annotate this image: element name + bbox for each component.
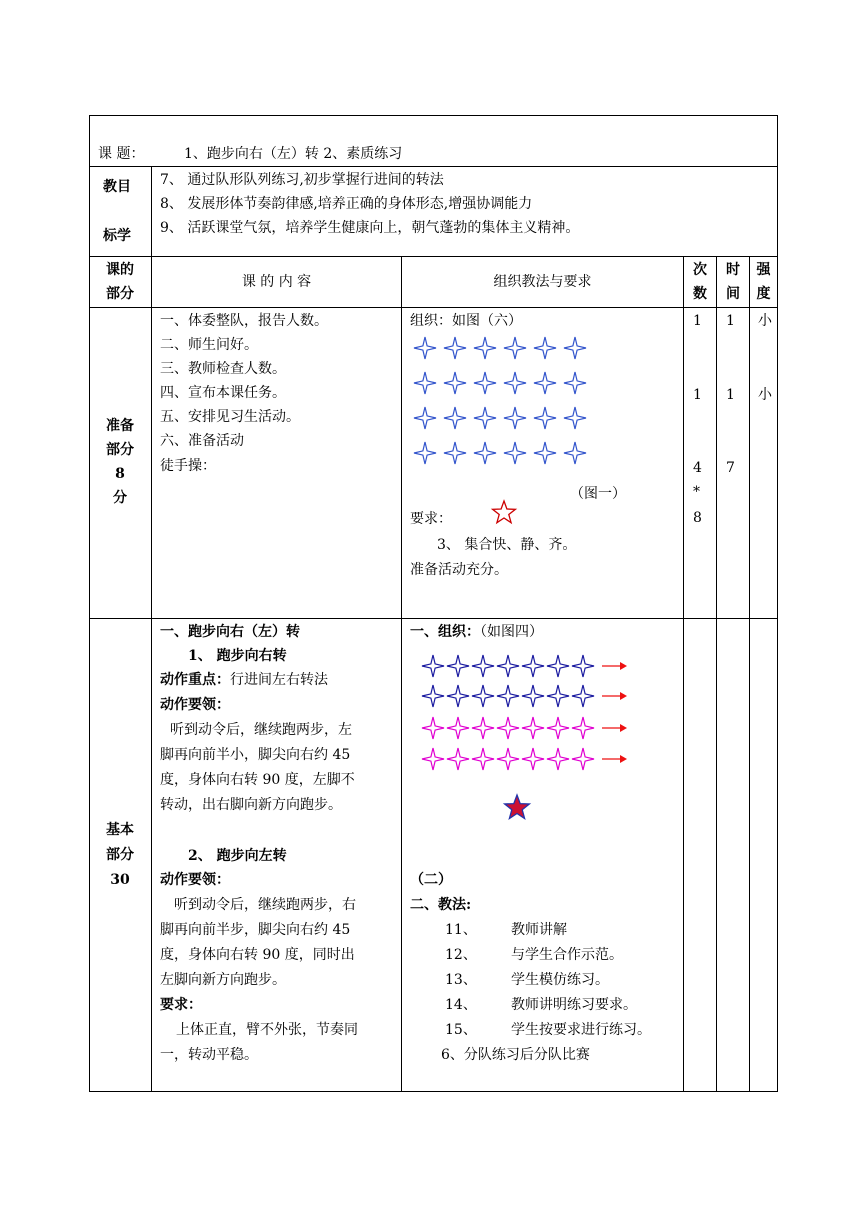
- student-star-icon: [474, 407, 496, 429]
- basic-part-label: 30: [110, 872, 130, 888]
- prep-content-line: 一、体委整队，报告人数。: [160, 313, 328, 329]
- teach-title: 二、教法:: [410, 897, 472, 913]
- student-star-icon: [422, 655, 444, 677]
- basic-part-label: 基本: [106, 822, 134, 838]
- prep-requirement: 准备活动充分。: [410, 562, 508, 578]
- teach-item-text: 教师讲明练习要求。: [511, 997, 637, 1013]
- essentials2-line: 脚再向前半步，脚尖向右约 45: [160, 922, 351, 938]
- student-star-icon: [444, 372, 466, 394]
- student-star-icon: [447, 748, 469, 770]
- student-star-icon: [504, 372, 526, 394]
- teach-item-text: 学生模仿练习。: [511, 972, 609, 988]
- prep-content-line: 六、准备活动: [160, 433, 244, 449]
- student-star-icon: [572, 685, 594, 707]
- student-star-icon: [472, 717, 494, 739]
- prep-content-line: 四、宣布本课任务。: [160, 385, 286, 401]
- header-intensity-1: 强: [756, 262, 771, 278]
- student-star-icon: [572, 717, 594, 739]
- student-star-icon: [522, 655, 544, 677]
- student-star-icon: [547, 717, 569, 739]
- header-part-1: 课的: [106, 262, 134, 278]
- student-star-icon: [497, 748, 519, 770]
- basic-requirement-label: 要求：: [160, 997, 202, 1013]
- goals-label-top: 教目: [103, 179, 131, 195]
- essentials2-line: 听到动令后，继续跑两步，右: [174, 897, 356, 913]
- prep-intensity: 小: [758, 313, 772, 329]
- goal-line: 9、 活跃课堂气氛，培养学生健康向上，朝气蓬勃的集体主义精神。: [160, 220, 580, 236]
- student-star-icon: [564, 337, 586, 359]
- prep-times: 8: [693, 510, 702, 526]
- prep-requirement-label: 要求：: [410, 511, 452, 527]
- essentials2-line: 左脚向新方向跑步。: [160, 972, 286, 988]
- basic-part-label: 部分: [106, 847, 134, 863]
- student-star-icon: [572, 748, 594, 770]
- essentials1-line: 转动，出右脚向新方向跑步。: [160, 797, 342, 813]
- student-star-icon: [564, 442, 586, 464]
- student-star-icon: [534, 442, 556, 464]
- arrow-head-icon: [620, 724, 627, 732]
- student-star-icon: [497, 717, 519, 739]
- student-star-icon: [522, 685, 544, 707]
- essentials2-line: 度，身体向右转 90 度，同时出: [160, 947, 355, 963]
- student-star-icon: [472, 748, 494, 770]
- teach-item-num: 13、: [445, 972, 477, 988]
- student-star-icon: [447, 685, 469, 707]
- student-star-icon: [414, 372, 436, 394]
- prep-times: 1: [693, 313, 702, 329]
- org-note: （如图四）: [480, 624, 543, 640]
- arrow-head-icon: [620, 662, 627, 670]
- student-star-icon: [474, 442, 496, 464]
- basic-sub2: 2、 跑步向左转: [188, 848, 287, 864]
- prep-content-line: 五、安排见习生活动。: [160, 409, 300, 425]
- prep-content-line: 徒手操：: [160, 458, 216, 474]
- header-times-2: 数: [693, 286, 707, 302]
- title-label: 课 题：: [98, 146, 145, 162]
- student-star-icon: [447, 717, 469, 739]
- prep-method-title: 组织：如图（六）: [410, 313, 522, 329]
- student-star-icon: [522, 748, 544, 770]
- prep-times: *: [693, 484, 700, 500]
- student-star-icon: [572, 655, 594, 677]
- prep-times: 4: [693, 460, 702, 476]
- essentials-label-2: 动作要领：: [160, 872, 230, 888]
- student-star-icon: [564, 372, 586, 394]
- student-star-icon: [534, 407, 556, 429]
- header-intensity-2: 度: [756, 286, 771, 302]
- prep-figure-caption: （图一）: [570, 486, 626, 502]
- student-star-icon: [474, 337, 496, 359]
- student-star-icon: [497, 655, 519, 677]
- prep-times: 1: [693, 387, 702, 403]
- student-star-icon: [422, 717, 444, 739]
- student-star-icon: [444, 442, 466, 464]
- goal-line: 8、 发展形体节奏韵律感,培养正确的身体形态,增强协调能力: [160, 196, 533, 212]
- student-star-icon: [497, 685, 519, 707]
- student-star-icon: [422, 685, 444, 707]
- org-title: 一、组织：: [410, 624, 480, 640]
- header-part-2: 部分: [106, 286, 134, 302]
- teacher-star-icon: [493, 501, 516, 523]
- header-duration-1: 时: [726, 262, 740, 278]
- essentials-label: 动作要领：: [160, 697, 230, 713]
- student-star-icon: [414, 337, 436, 359]
- student-star-icon: [522, 717, 544, 739]
- student-star-icon: [547, 655, 569, 677]
- student-star-icon: [414, 442, 436, 464]
- basic-heading: 一、跑步向右（左）转: [160, 624, 300, 640]
- student-star-icon: [534, 337, 556, 359]
- student-star-icon: [547, 748, 569, 770]
- goal-line: 7、 通过队形队列练习,初步掌握行进间的转法: [160, 172, 444, 188]
- student-star-icon: [447, 655, 469, 677]
- prep-part-label: 部分: [106, 442, 134, 458]
- prep-part-label: 准备: [106, 418, 134, 434]
- teacher-star-icon: [505, 795, 530, 819]
- prep-duration: 1: [726, 387, 735, 403]
- prep-content-line: 二、师生问好。: [160, 337, 258, 353]
- header-times-1: 次: [693, 262, 707, 278]
- key-label: 动作重点：: [160, 672, 230, 688]
- prep-part-label: 8: [115, 466, 125, 482]
- essentials1-line: 听到动令后，继续跑两步，左: [170, 722, 352, 738]
- header-content: 课 的 内 容: [241, 274, 312, 290]
- student-star-icon: [547, 685, 569, 707]
- student-star-icon: [564, 407, 586, 429]
- prep-part-label: 分: [113, 490, 127, 506]
- prep-content-line: 三、教师检查人数。: [160, 361, 286, 377]
- student-star-icon: [504, 407, 526, 429]
- teach-item-text: 学生按要求进行练习。: [511, 1022, 651, 1038]
- student-star-icon: [444, 337, 466, 359]
- teach-final-item: 6、分队练习后分队比赛: [441, 1047, 590, 1063]
- student-star-icon: [472, 685, 494, 707]
- student-star-icon: [534, 372, 556, 394]
- essentials1-line: 脚再向前半小，脚尖向右约 45: [160, 747, 351, 763]
- student-star-icon: [504, 337, 526, 359]
- teach-item-num: 12、: [445, 947, 477, 963]
- header-method: 组织教法与要求: [493, 274, 592, 290]
- basic-requirement: 上体正直，臂不外张，节奏同: [176, 1022, 358, 1038]
- teach-item-text: 与学生合作示范。: [511, 947, 623, 963]
- teach-item-num: 11、: [445, 922, 477, 938]
- prep-intensity: 小: [758, 387, 772, 403]
- prep-duration: 1: [726, 313, 735, 329]
- student-star-icon: [444, 407, 466, 429]
- prep-requirement: 3、 集合快、静、齐。: [437, 537, 577, 553]
- basic-figure-caption: （二）: [410, 872, 452, 888]
- teach-item-num: 15、: [445, 1022, 477, 1038]
- key-value: 行进间左右转法: [230, 672, 328, 688]
- basic-sub1: 1、 跑步向右转: [188, 648, 287, 664]
- student-star-icon: [422, 748, 444, 770]
- header-duration-2: 间: [726, 286, 740, 302]
- basic-requirement: 一，转动平稳。: [160, 1047, 258, 1063]
- student-star-icon: [474, 372, 496, 394]
- student-star-icon: [414, 407, 436, 429]
- student-star-icon: [504, 442, 526, 464]
- student-star-icon: [472, 655, 494, 677]
- prep-duration: 7: [726, 460, 735, 476]
- essentials1-line: 度，身体向右转 90 度，左脚不: [160, 772, 355, 788]
- arrow-head-icon: [620, 755, 627, 763]
- teach-item-num: 14、: [445, 997, 477, 1013]
- goals-label-bottom: 标学: [103, 228, 131, 244]
- arrow-head-icon: [620, 692, 627, 700]
- title-value: 1、跑步向右（左）转 2、素质练习: [184, 146, 403, 162]
- teach-item-text: 教师讲解: [511, 922, 567, 938]
